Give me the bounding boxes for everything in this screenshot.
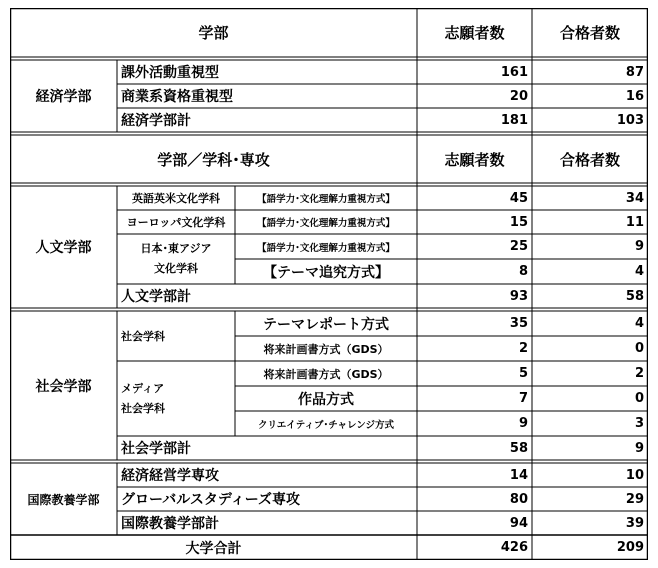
subtotal-label: 国際教養学部計 — [121, 516, 219, 532]
passed-value: 29 — [625, 491, 644, 507]
header-passed: 合格者数 — [559, 150, 620, 169]
dept-label-line: 文化学科 — [154, 262, 198, 275]
faculty-international: 国際教養学部 — [27, 492, 100, 507]
table-row-label: 課外活動重視型 — [121, 65, 219, 81]
applicants-value: 20 — [509, 88, 528, 104]
grand-total-applicants: 426 — [500, 540, 528, 555]
subtotal-passed: 58 — [625, 288, 644, 304]
faculty-humanities: 人文学部 — [35, 240, 92, 256]
passed-value: 0 — [634, 391, 644, 406]
header-applicants: 志願者数 — [444, 24, 505, 42]
passed-value: 34 — [625, 190, 644, 206]
applicants-value: 80 — [509, 491, 528, 507]
header-applicants: 志願者数 — [444, 150, 505, 169]
applicants-value: 7 — [518, 391, 528, 406]
subtotal-passed: 9 — [634, 440, 644, 456]
subtotal-passed: 103 — [616, 112, 644, 128]
passed-value: 4 — [634, 316, 644, 331]
admissions-table — [10, 8, 648, 560]
method-label: 将来計画書方式（GDS） — [263, 367, 389, 381]
header-dept: 学部 — [198, 24, 229, 42]
subtotal-applicants: 58 — [509, 440, 528, 456]
subtotal-passed: 39 — [625, 515, 644, 531]
applicants-value: 35 — [509, 316, 528, 331]
applicants-value: 8 — [518, 264, 528, 279]
applicants-value: 25 — [509, 239, 528, 254]
passed-value: 10 — [625, 467, 644, 483]
passed-value: 0 — [634, 341, 644, 356]
subtotal-label: 経済学部計 — [121, 113, 191, 129]
grand-total-label: 大学合計 — [185, 540, 242, 557]
applicants-value: 2 — [518, 341, 528, 356]
method-label: テーマレポート方式 — [263, 316, 389, 333]
dept-label: 英語英米文化学科 — [132, 192, 220, 205]
table-row-label: 経済経営学専攻 — [121, 468, 219, 484]
dept-label-asia — [117, 234, 235, 284]
grand-total-passed: 209 — [616, 540, 644, 555]
method-label: クリエイティブ･チャレンジ方式 — [257, 419, 395, 431]
subtotal-applicants: 93 — [509, 288, 528, 304]
method-label: 【語学力･文化理解力重視方式】 — [257, 194, 395, 205]
dept-label-line: 日本･東アジア — [140, 242, 212, 255]
applicants-value: 161 — [500, 64, 528, 80]
subtotal-label: 社会学部計 — [121, 441, 191, 457]
passed-value: 9 — [634, 239, 644, 254]
header-dept-major: 学部／学科･専攻 — [157, 150, 270, 169]
applicants-value: 45 — [509, 190, 528, 206]
faculty-economics: 経済学部 — [35, 89, 92, 105]
dept-label-line: 社会学科 — [121, 401, 165, 415]
table-row-label: 商業系資格重視型 — [121, 89, 233, 105]
subtotal-applicants: 181 — [500, 112, 528, 128]
dept-label: 社会学科 — [121, 330, 165, 343]
passed-value: 16 — [625, 88, 644, 104]
applicants-value: 14 — [509, 467, 528, 483]
subtotal-applicants: 94 — [509, 515, 528, 531]
dept-label-line: メディア — [121, 381, 165, 395]
passed-value: 2 — [634, 366, 644, 381]
dept-label-media — [117, 361, 235, 436]
applicants-value: 9 — [518, 416, 528, 431]
dept-label: ヨーロッパ文化学科 — [126, 216, 226, 229]
method-label: 【テーマ追究方式】 — [263, 264, 389, 281]
header-passed: 合格者数 — [559, 24, 620, 42]
applicants-value: 15 — [509, 214, 528, 230]
method-label: 作品方式 — [298, 391, 354, 408]
method-label: 将来計画書方式（GDS） — [263, 342, 389, 356]
faculty-social: 社会学部 — [35, 378, 92, 395]
subtotal-label: 人文学部計 — [121, 289, 191, 305]
applicants-value: 5 — [518, 366, 528, 381]
table-row-label: グローバルスタディーズ専攻 — [121, 492, 301, 508]
passed-value: 3 — [634, 416, 644, 431]
method-label: 【語学力･文化理解力重視方式】 — [257, 218, 395, 229]
passed-value: 11 — [625, 214, 644, 230]
passed-value: 4 — [634, 264, 644, 279]
passed-value: 87 — [625, 64, 644, 80]
method-label: 【語学力･文化理解力重視方式】 — [257, 242, 395, 254]
